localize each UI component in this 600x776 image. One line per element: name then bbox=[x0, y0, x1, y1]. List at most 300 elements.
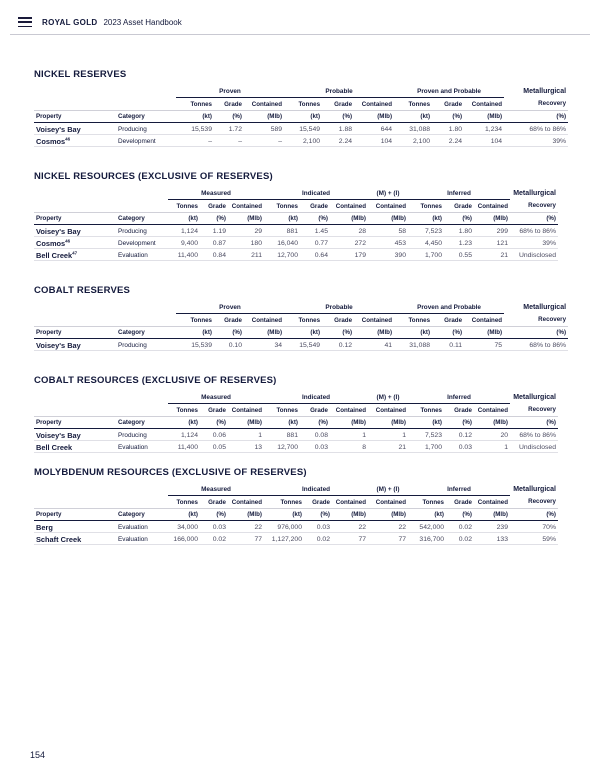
col-grade: Grade bbox=[208, 498, 226, 506]
recovery-cell: 70% bbox=[510, 521, 558, 533]
section-title: NICKEL RESERVES bbox=[34, 69, 127, 80]
category: Producing bbox=[116, 123, 176, 135]
value-cell: 1.80 bbox=[432, 123, 464, 135]
value-cell: 133 bbox=[474, 533, 510, 545]
value-cell: 1 bbox=[330, 429, 368, 441]
unit-pct: (%) bbox=[504, 111, 568, 123]
property-label: Cosmos bbox=[36, 239, 66, 248]
unit-kt: (kt) bbox=[284, 327, 322, 339]
unit-pct: (%) bbox=[504, 327, 568, 339]
group-inferred: Inferred bbox=[408, 392, 510, 404]
unit-kt: (kt) bbox=[394, 111, 432, 123]
property-name bbox=[34, 533, 116, 545]
col-contained: Contained bbox=[477, 202, 508, 210]
value-cell: 15,539 bbox=[176, 339, 214, 351]
group-metallurgical: Metallurgical bbox=[513, 394, 556, 402]
col-contained: Contained bbox=[231, 498, 262, 506]
group-indicated: Indicated bbox=[264, 392, 368, 404]
property-name bbox=[34, 441, 116, 453]
col-property: Property bbox=[34, 213, 116, 225]
value-cell: 542,000 bbox=[408, 521, 446, 533]
value-cell: 1,700 bbox=[408, 441, 444, 453]
value-cell: 0.03 bbox=[444, 441, 474, 453]
value-cell: 29 bbox=[228, 225, 264, 237]
value-cell: 299 bbox=[474, 225, 510, 237]
value-cell: 1 bbox=[368, 429, 408, 441]
group-indicated: Indicated bbox=[264, 188, 368, 200]
value-cell: 1.19 bbox=[200, 225, 228, 237]
col-recovery: Recovery bbox=[538, 316, 567, 324]
category: Development bbox=[116, 135, 176, 147]
category: Producing bbox=[116, 429, 168, 441]
value-cell: 180 bbox=[228, 237, 264, 249]
group-metallurgical: Metallurgical bbox=[523, 88, 567, 96]
unit-pct: (%) bbox=[446, 509, 474, 521]
col-tonnes: Tonnes bbox=[280, 498, 302, 506]
value-cell: 1.88 bbox=[322, 123, 354, 135]
col-grade: Grade bbox=[208, 202, 226, 210]
footnote-ref: 47 bbox=[72, 250, 78, 256]
category: Producing bbox=[116, 225, 168, 237]
group-probable: Probable bbox=[284, 302, 394, 314]
recovery-cell: 39% bbox=[504, 135, 568, 147]
col-contained: Contained bbox=[375, 202, 406, 210]
col-grade: Grade bbox=[454, 202, 472, 210]
group-metallurgical: Metallurgical bbox=[523, 304, 567, 312]
col-grade: Grade bbox=[224, 100, 242, 108]
property-name bbox=[34, 135, 116, 147]
value-cell: 0.02 bbox=[446, 533, 474, 545]
value-cell: 77 bbox=[332, 533, 368, 545]
col-contained: Contained bbox=[375, 406, 406, 414]
group-measured: Measured bbox=[168, 484, 264, 496]
unit-pct: (%) bbox=[300, 417, 330, 429]
property-label: Voisey's Bay bbox=[36, 341, 81, 350]
value-cell: 22 bbox=[368, 521, 408, 533]
unit-mlb: (Mlb) bbox=[474, 509, 510, 521]
recovery-cell: 59% bbox=[510, 533, 558, 545]
value-cell: 7,523 bbox=[408, 429, 444, 441]
col-contained: Contained bbox=[335, 406, 366, 414]
col-contained: Contained bbox=[477, 406, 508, 414]
cobalt-resources-table bbox=[34, 392, 558, 453]
col-contained: Contained bbox=[231, 406, 262, 414]
value-cell: 0.03 bbox=[300, 441, 330, 453]
nickel-resources-table bbox=[34, 188, 558, 261]
col-recovery: Recovery bbox=[538, 100, 567, 108]
value-cell: 12,700 bbox=[264, 441, 300, 453]
molybdenum-resources-table bbox=[34, 484, 558, 545]
cobalt-reserves-table bbox=[34, 302, 568, 351]
value-cell: 9,400 bbox=[168, 237, 200, 249]
value-cell: 1.72 bbox=[214, 123, 244, 135]
unit-pct: (%) bbox=[214, 111, 244, 123]
col-category: Category bbox=[116, 111, 176, 123]
value-cell: 1 bbox=[228, 429, 264, 441]
unit-pct: (%) bbox=[200, 213, 228, 225]
value-cell: 0.77 bbox=[300, 237, 330, 249]
unit-mlb: (Mlb) bbox=[228, 417, 264, 429]
category: Producing bbox=[116, 339, 176, 351]
group-proven: Proven bbox=[176, 86, 284, 98]
unit-pct: (%) bbox=[300, 213, 330, 225]
col-recovery: Recovery bbox=[528, 406, 556, 414]
value-cell: 0.64 bbox=[300, 249, 330, 261]
value-cell: 31,088 bbox=[394, 339, 432, 351]
page-number: 154 bbox=[30, 750, 46, 760]
col-tonnes: Tonnes bbox=[276, 406, 298, 414]
category: Evaluation bbox=[116, 533, 168, 545]
value-cell: 12,700 bbox=[264, 249, 300, 261]
col-tonnes: Tonnes bbox=[176, 202, 198, 210]
section-title: MOLYBDENUM RESOURCES (EXCLUSIVE OF RESERVES) bbox=[34, 467, 307, 478]
value-cell: 75 bbox=[464, 339, 504, 351]
property-name bbox=[34, 237, 116, 249]
table-row bbox=[34, 521, 558, 533]
col-tonnes: Tonnes bbox=[422, 498, 444, 506]
col-contained: Contained bbox=[471, 100, 503, 108]
unit-pct: (%) bbox=[322, 111, 354, 123]
unit-pct: (%) bbox=[510, 509, 558, 521]
table-row bbox=[34, 237, 558, 249]
col-grade: Grade bbox=[454, 498, 472, 506]
col-grade: Grade bbox=[310, 202, 328, 210]
value-cell: 15,539 bbox=[176, 123, 214, 135]
col-contained: Contained bbox=[477, 498, 508, 506]
value-cell: 0.02 bbox=[200, 533, 228, 545]
unit-mlb: (Mlb) bbox=[244, 111, 284, 123]
unit-pct: (%) bbox=[510, 417, 558, 429]
property-label: Voisey's Bay bbox=[36, 431, 81, 440]
recovery-cell: Undisclosed bbox=[510, 441, 558, 453]
value-cell: 1,127,200 bbox=[264, 533, 304, 545]
col-contained: Contained bbox=[231, 202, 262, 210]
value-cell: 453 bbox=[368, 237, 408, 249]
recovery-cell: 68% to 86% bbox=[510, 429, 558, 441]
value-cell: 2,100 bbox=[284, 135, 322, 147]
value-cell: 77 bbox=[228, 533, 264, 545]
table-row bbox=[34, 135, 568, 147]
unit-pct: (%) bbox=[200, 417, 228, 429]
unit-kt: (kt) bbox=[408, 509, 446, 521]
value-cell: 0.12 bbox=[444, 429, 474, 441]
nickel-reserves-table bbox=[34, 86, 568, 147]
unit-mlb: (Mlb) bbox=[368, 509, 408, 521]
unit-pct: (%) bbox=[304, 509, 332, 521]
table-row bbox=[34, 123, 568, 135]
property-name bbox=[34, 225, 116, 237]
value-cell: 1.80 bbox=[444, 225, 474, 237]
value-cell: 0.55 bbox=[444, 249, 474, 261]
property-name bbox=[34, 123, 116, 135]
unit-mlb: (Mlb) bbox=[368, 213, 408, 225]
value-cell: 34 bbox=[244, 339, 284, 351]
value-cell: 31,088 bbox=[394, 123, 432, 135]
col-contained: Contained bbox=[335, 202, 366, 210]
unit-pct: (%) bbox=[510, 213, 558, 225]
table-row bbox=[34, 225, 558, 237]
nickel-resources-section bbox=[34, 170, 558, 261]
value-cell: 166,000 bbox=[168, 533, 200, 545]
unit-kt: (kt) bbox=[284, 111, 322, 123]
value-cell: – bbox=[214, 135, 244, 147]
value-cell: 239 bbox=[474, 521, 510, 533]
page-header bbox=[10, 12, 590, 32]
col-property: Property bbox=[34, 111, 116, 123]
col-contained: Contained bbox=[251, 316, 283, 324]
property-label: Bell Creek bbox=[36, 443, 73, 452]
value-cell: 976,000 bbox=[264, 521, 304, 533]
value-cell: 0.03 bbox=[304, 521, 332, 533]
group-proven-probable: Proven and Probable bbox=[394, 302, 504, 314]
col-grade: Grade bbox=[444, 100, 463, 108]
table-row bbox=[34, 429, 558, 441]
table-row bbox=[34, 441, 558, 453]
header-divider bbox=[10, 34, 590, 35]
col-recovery: Recovery bbox=[528, 202, 556, 210]
category: Evaluation bbox=[116, 441, 168, 453]
value-cell: 316,700 bbox=[408, 533, 446, 545]
value-cell: 390 bbox=[368, 249, 408, 261]
col-tonnes: Tonnes bbox=[190, 100, 212, 108]
unit-kt: (kt) bbox=[264, 213, 300, 225]
unit-mlb: (Mlb) bbox=[464, 111, 504, 123]
cobalt-reserves-section bbox=[34, 284, 567, 351]
unit-pct: (%) bbox=[200, 509, 228, 521]
col-tonnes: Tonnes bbox=[190, 316, 212, 324]
footnote-ref: 46 bbox=[65, 136, 71, 142]
value-cell: 1 bbox=[474, 441, 510, 453]
property-name bbox=[34, 339, 116, 351]
unit-mlb: (Mlb) bbox=[474, 213, 510, 225]
col-contained: Contained bbox=[471, 316, 503, 324]
value-cell: 0.02 bbox=[446, 521, 474, 533]
table-row bbox=[34, 339, 568, 351]
col-tonnes: Tonnes bbox=[276, 202, 298, 210]
value-cell: 22 bbox=[332, 521, 368, 533]
footnote-ref: 46 bbox=[65, 238, 71, 244]
unit-pct: (%) bbox=[322, 327, 354, 339]
unit-mlb: (Mlb) bbox=[354, 327, 394, 339]
col-tonnes: Tonnes bbox=[408, 316, 431, 324]
col-recovery: Recovery bbox=[528, 498, 556, 506]
value-cell: 2,100 bbox=[394, 135, 432, 147]
value-cell: 7,523 bbox=[408, 225, 444, 237]
col-category: Category bbox=[116, 509, 168, 521]
value-cell: 1,700 bbox=[408, 249, 444, 261]
col-grade: Grade bbox=[454, 406, 472, 414]
value-cell: 0.84 bbox=[200, 249, 228, 261]
unit-mlb: (Mlb) bbox=[228, 213, 264, 225]
col-grade: Grade bbox=[334, 316, 353, 324]
col-contained: Contained bbox=[361, 100, 393, 108]
property-name bbox=[34, 521, 116, 533]
unit-pct: (%) bbox=[444, 213, 474, 225]
value-cell: 22 bbox=[228, 521, 264, 533]
value-cell: 28 bbox=[330, 225, 368, 237]
unit-mlb: (Mlb) bbox=[354, 111, 394, 123]
value-cell: 21 bbox=[474, 249, 510, 261]
value-cell: 16,040 bbox=[264, 237, 300, 249]
recovery-cell: 68% to 86% bbox=[510, 225, 558, 237]
col-contained: Contained bbox=[335, 498, 366, 506]
unit-pct: (%) bbox=[432, 111, 464, 123]
value-cell: 11,400 bbox=[168, 441, 200, 453]
value-cell: 34,000 bbox=[168, 521, 200, 533]
group-m-plus-i: (M) + (I) bbox=[368, 392, 408, 404]
col-tonnes: Tonnes bbox=[176, 498, 198, 506]
property-name bbox=[34, 249, 116, 261]
property-label: Voisey's Bay bbox=[36, 125, 81, 134]
value-cell: 21 bbox=[368, 441, 408, 453]
value-cell: 0.03 bbox=[200, 521, 228, 533]
col-grade: Grade bbox=[224, 316, 242, 324]
col-tonnes: Tonnes bbox=[298, 316, 321, 324]
col-property: Property bbox=[34, 417, 116, 429]
col-tonnes: Tonnes bbox=[420, 202, 442, 210]
col-tonnes: Tonnes bbox=[408, 100, 431, 108]
group-m-plus-i: (M) + (I) bbox=[368, 484, 408, 496]
col-tonnes: Tonnes bbox=[176, 406, 198, 414]
value-cell: 1.23 bbox=[444, 237, 474, 249]
col-tonnes: Tonnes bbox=[298, 100, 321, 108]
col-category: Category bbox=[116, 327, 176, 339]
recovery-cell: 68% to 86% bbox=[504, 123, 568, 135]
value-cell: 58 bbox=[368, 225, 408, 237]
group-inferred: Inferred bbox=[408, 484, 510, 496]
recovery-cell: 39% bbox=[510, 237, 558, 249]
value-cell: 0.02 bbox=[304, 533, 332, 545]
nickel-reserves-section bbox=[34, 68, 567, 147]
unit-pct: (%) bbox=[444, 417, 474, 429]
value-cell: 179 bbox=[330, 249, 368, 261]
document-title: 2023 Asset Handbook bbox=[103, 17, 182, 27]
category: Evaluation bbox=[116, 249, 168, 261]
unit-mlb: (Mlb) bbox=[368, 417, 408, 429]
value-cell: 0.10 bbox=[214, 339, 244, 351]
unit-kt: (kt) bbox=[176, 327, 214, 339]
molybdenum-resources-section bbox=[34, 466, 558, 545]
unit-mlb: (Mlb) bbox=[464, 327, 504, 339]
value-cell: 4,450 bbox=[408, 237, 444, 249]
value-cell: 1,234 bbox=[464, 123, 504, 135]
value-cell: 589 bbox=[244, 123, 284, 135]
unit-pct: (%) bbox=[432, 327, 464, 339]
brand-name: ROYAL GOLD bbox=[42, 17, 98, 27]
property-label: Schaft Creek bbox=[36, 535, 82, 544]
unit-kt: (kt) bbox=[168, 417, 200, 429]
recovery-cell: Undisclosed bbox=[510, 249, 558, 261]
value-cell: 1.45 bbox=[300, 225, 330, 237]
section-title: NICKEL RESOURCES (EXCLUSIVE OF RESERVES) bbox=[34, 171, 273, 182]
unit-mlb: (Mlb) bbox=[244, 327, 284, 339]
col-property: Property bbox=[34, 327, 116, 339]
unit-kt: (kt) bbox=[264, 417, 300, 429]
value-cell: 77 bbox=[368, 533, 408, 545]
recovery-cell: 68% to 86% bbox=[504, 339, 568, 351]
value-cell: 8 bbox=[330, 441, 368, 453]
value-cell: 2.24 bbox=[432, 135, 464, 147]
property-label: Cosmos bbox=[36, 137, 66, 146]
value-cell: 644 bbox=[354, 123, 394, 135]
unit-mlb: (Mlb) bbox=[228, 509, 264, 521]
unit-kt: (kt) bbox=[168, 213, 200, 225]
unit-kt: (kt) bbox=[408, 417, 444, 429]
value-cell: 20 bbox=[474, 429, 510, 441]
group-metallurgical: Metallurgical bbox=[513, 486, 556, 494]
category: Evaluation bbox=[116, 521, 168, 533]
col-category: Category bbox=[116, 417, 168, 429]
value-cell: 13 bbox=[228, 441, 264, 453]
value-cell: 272 bbox=[330, 237, 368, 249]
property-label: Berg bbox=[36, 523, 53, 532]
property-name bbox=[34, 429, 116, 441]
table-row bbox=[34, 249, 558, 261]
unit-kt: (kt) bbox=[394, 327, 432, 339]
col-tonnes: Tonnes bbox=[420, 406, 442, 414]
unit-kt: (kt) bbox=[176, 111, 214, 123]
col-grade: Grade bbox=[208, 406, 226, 414]
menu-icon[interactable] bbox=[18, 17, 32, 27]
group-measured: Measured bbox=[168, 392, 264, 404]
col-contained: Contained bbox=[375, 498, 406, 506]
property-label: Voisey's Bay bbox=[36, 227, 81, 236]
unit-pct: (%) bbox=[214, 327, 244, 339]
value-cell: 15,549 bbox=[284, 339, 322, 351]
unit-mlb: (Mlb) bbox=[330, 417, 368, 429]
value-cell: 1,124 bbox=[168, 225, 200, 237]
value-cell: 15,549 bbox=[284, 123, 322, 135]
group-metallurgical: Metallurgical bbox=[513, 190, 556, 198]
value-cell: 0.05 bbox=[200, 441, 228, 453]
unit-kt: (kt) bbox=[168, 509, 200, 521]
group-inferred: Inferred bbox=[408, 188, 510, 200]
group-indicated: Indicated bbox=[264, 484, 368, 496]
col-category: Category bbox=[116, 213, 168, 225]
value-cell: 11,400 bbox=[168, 249, 200, 261]
col-property: Property bbox=[34, 509, 116, 521]
cobalt-resources-section bbox=[34, 374, 558, 453]
value-cell: – bbox=[176, 135, 214, 147]
value-cell: 1,124 bbox=[168, 429, 200, 441]
value-cell: 0.87 bbox=[200, 237, 228, 249]
property-label: Bell Creek bbox=[36, 251, 73, 260]
col-contained: Contained bbox=[361, 316, 393, 324]
value-cell: 0.12 bbox=[322, 339, 354, 351]
value-cell: 881 bbox=[264, 429, 300, 441]
unit-mlb: (Mlb) bbox=[474, 417, 510, 429]
value-cell: 104 bbox=[464, 135, 504, 147]
unit-kt: (kt) bbox=[408, 213, 444, 225]
value-cell: 121 bbox=[474, 237, 510, 249]
section-title: COBALT RESOURCES (EXCLUSIVE OF RESERVES) bbox=[34, 375, 277, 386]
value-cell: 104 bbox=[354, 135, 394, 147]
group-measured: Measured bbox=[168, 188, 264, 200]
col-contained: Contained bbox=[251, 100, 283, 108]
value-cell: 211 bbox=[228, 249, 264, 261]
col-grade: Grade bbox=[334, 100, 353, 108]
group-proven-probable: Proven and Probable bbox=[394, 86, 504, 98]
unit-mlb: (Mlb) bbox=[332, 509, 368, 521]
unit-mlb: (Mlb) bbox=[330, 213, 368, 225]
col-grade: Grade bbox=[444, 316, 463, 324]
value-cell: 0.06 bbox=[200, 429, 228, 441]
value-cell: 41 bbox=[354, 339, 394, 351]
category: Development bbox=[116, 237, 168, 249]
col-grade: Grade bbox=[310, 406, 328, 414]
section-title: COBALT RESERVES bbox=[34, 285, 131, 296]
value-cell: – bbox=[244, 135, 284, 147]
